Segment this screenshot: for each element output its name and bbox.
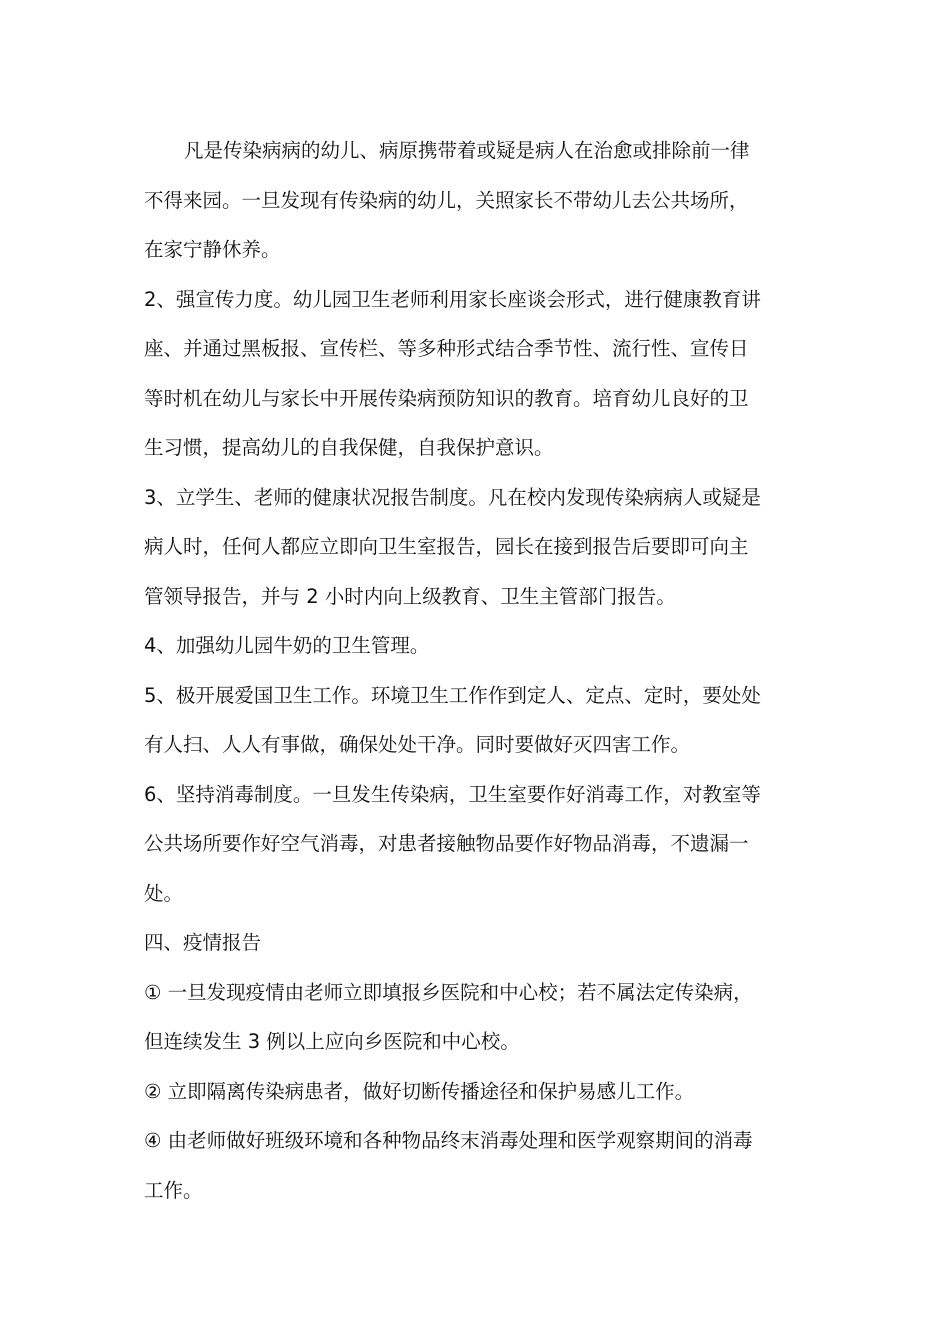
paragraph-line: 工作。 xyxy=(144,1178,203,1202)
paragraph-intro xyxy=(144,126,806,275)
paragraph-line: 公共场所要作好空气消毒，对患者接触物品要作好物品消毒，不遗漏一 xyxy=(144,832,749,855)
section-heading-epidemic-report xyxy=(144,918,806,968)
paragraph-report-4 xyxy=(144,1116,806,1215)
paragraph-item-5 xyxy=(144,671,806,770)
paragraph-item-4 xyxy=(144,621,806,671)
paragraph-line: 不得来园。一旦发现有传染病的幼儿，关照家长不带幼儿去公共场所， xyxy=(144,188,749,212)
paragraph-report-1 xyxy=(144,968,806,1067)
section-heading: 四、疫情报告 xyxy=(144,931,262,954)
paragraph-line: 但连续发生 3 例以上应向乡医院和中心校。 xyxy=(144,1030,520,1053)
paragraph-line: 等时机在幼儿与家长中开展传染病预防知识的教育。培育幼儿良好的卫 xyxy=(144,386,749,410)
paragraph-line: ④ 由老师做好班级环境和各种物品终末消毒处理和医学观察期间的消毒 xyxy=(144,1129,753,1152)
paragraph-line: ① 一旦发现疫情由老师立即填报乡医院和中心校；若不属法定传染病， xyxy=(144,980,753,1004)
document-body xyxy=(144,126,806,1215)
paragraph-line: ② 立即隔离传染病患者，做好切断传播途径和保护易感儿工作。 xyxy=(144,1079,695,1103)
paragraph-line: 座、并通过黑板报、宣传栏、等多种形式结合季节性、流行性、宣传日 xyxy=(144,337,749,360)
paragraph-line: 病人时，任何人都应立即向卫生室报告，园长在接到报告后要即可向主 xyxy=(144,535,749,558)
paragraph-line: 2、强宣传力度。幼儿园卫生老师利用家长座谈会形式，进行健康教育讲 xyxy=(144,287,761,311)
paragraph-report-2 xyxy=(144,1067,806,1117)
paragraph-line: 生习惯，提高幼儿的自我保健，自我保护意识。 xyxy=(144,436,554,459)
paragraph-line: 4、加强幼儿园牛奶的卫生管理。 xyxy=(144,634,430,657)
paragraph-line: 3、立学生、老师的健康状况报告制度。凡在校内发现传染病病人或疑是 xyxy=(144,485,761,509)
paragraph-line: 6、坚持消毒制度。一旦发生传染病，卫生室要作好消毒工作，对教室等 xyxy=(144,782,761,806)
paragraph-item-6 xyxy=(144,770,806,919)
paragraph-item-2 xyxy=(144,275,806,473)
paragraph-line: 凡是传染病病的幼儿、病原携带着或疑是病人在治愈或排除前一律 xyxy=(184,139,750,162)
paragraph-line: 5、极开展爱国卫生工作。环境卫生工作作到定人、定点、定时，要处处 xyxy=(144,683,761,707)
paragraph-line: 管领导报告，并与 2 小时内向上级教育、卫生主管部门报告。 xyxy=(144,584,676,608)
paragraph-line: 处。 xyxy=(144,881,184,905)
paragraph-line: 在家宁静休养。 xyxy=(144,238,281,261)
paragraph-line: 有人扫、人人有事做，确保处处干净。同时要做好灭四害工作。 xyxy=(144,733,691,756)
paragraph-item-3 xyxy=(144,473,806,622)
